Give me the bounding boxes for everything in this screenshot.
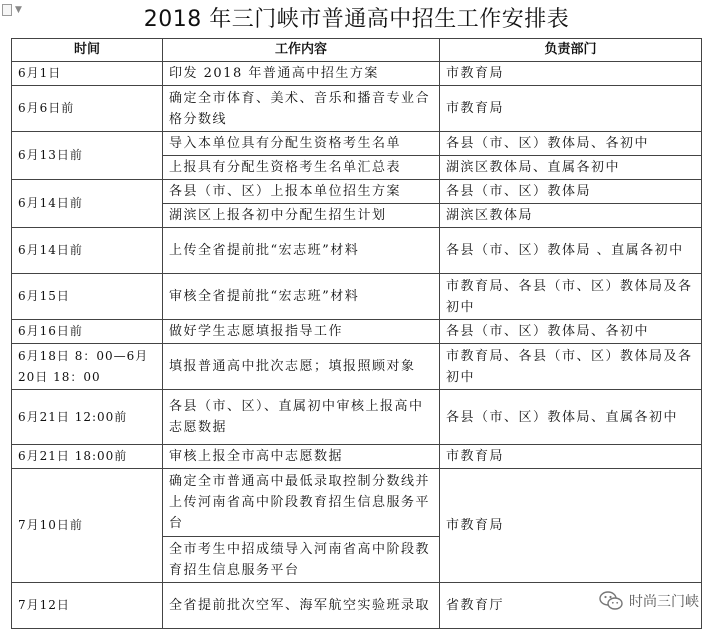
- time-cell: 7月12日: [12, 583, 163, 629]
- header-content: 工作内容: [163, 39, 440, 62]
- dept-cell: 市教育局、各县（市、区）教体局及各初中: [440, 344, 702, 390]
- time-cell: 6月1日: [12, 62, 163, 86]
- table-row: [12, 344, 702, 390]
- table-row: [12, 390, 702, 445]
- time-cell: 6月16日前: [12, 320, 163, 344]
- content-cell: 各县（市、区）上报本单位招生方案: [163, 180, 440, 204]
- content-cell: 各县（市、区）、直属初中审核上报高中志愿数据: [163, 390, 440, 445]
- dept-cell: 市教育局、各县（市、区）教体局及各初中: [440, 274, 702, 320]
- table-row: [12, 320, 702, 344]
- time-cell: 6月14日前: [12, 180, 163, 228]
- content-cell: 确定全市普通高中最低录取控制分数线并上传河南省高中阶段教育招生信息服务平台: [163, 469, 440, 537]
- dept-cell: 省教育厅: [440, 583, 702, 629]
- content-cell: 审核全省提前批“宏志班”材料: [163, 274, 440, 320]
- dept-cell: 各县（市、区）教体局、直属各初中: [440, 390, 702, 445]
- wechat-icon: [599, 590, 623, 612]
- dept-cell: 各县（市、区）教体局、各初中: [440, 132, 702, 156]
- table-row: [12, 469, 702, 537]
- dept-cell: 各县（市、区）教体局、各初中: [440, 320, 702, 344]
- dept-cell: 市教育局: [440, 469, 702, 583]
- content-cell: 印发 2018 年普通高中招生方案: [163, 62, 440, 86]
- table-row: [12, 445, 702, 469]
- content-cell: 审核上报全市高中志愿数据: [163, 445, 440, 469]
- header-dept: 负责部门: [440, 39, 702, 62]
- dept-cell: 市教育局: [440, 62, 702, 86]
- table-row: [12, 228, 702, 274]
- watermark: [597, 588, 701, 614]
- dept-cell: 各县（市、区）教体局 、直属各初中: [440, 228, 702, 274]
- table-row: [12, 62, 702, 86]
- dept-cell: 各县（市、区）教体局: [440, 180, 702, 204]
- header-time: 时间: [12, 39, 163, 62]
- time-cell: 7月10日前: [12, 469, 163, 583]
- time-cell: 6月18日 8：00—6月20日 18：00: [12, 344, 163, 390]
- time-cell: 6月15日: [12, 274, 163, 320]
- content-cell: 湖滨区上报各初中分配生招生计划: [163, 204, 440, 228]
- page-title: 2018 年三门峡市普通高中招生工作安排表: [143, 7, 570, 32]
- dept-cell: 湖滨区教体局: [440, 204, 702, 228]
- content-cell: 做好学生志愿填报指导工作: [163, 320, 440, 344]
- time-cell: 6月21日 12:00前: [12, 390, 163, 445]
- caret-down-icon: ▼: [15, 5, 22, 15]
- content-cell: 全省提前批次空军、海军航空实验班录取: [163, 583, 440, 629]
- table-header-row: [12, 39, 702, 62]
- content-cell: 上传全省提前批“宏志班”材料: [163, 228, 440, 274]
- table-row: [12, 180, 702, 204]
- dept-cell: 市教育局: [440, 445, 702, 469]
- table-row: [12, 86, 702, 132]
- content-cell: 填报普通高中批次志愿；填报照顾对象: [163, 344, 440, 390]
- content-cell: 全市考生中招成绩导入河南省高中阶段教育招生信息服务平台: [163, 537, 440, 583]
- table-row: [12, 274, 702, 320]
- content-cell: 上报具有分配生资格考生名单汇总表: [163, 156, 440, 180]
- table-row: [12, 132, 702, 156]
- dept-cell: 湖滨区教体局、直属各初中: [440, 156, 702, 180]
- time-cell: 6月6日前: [12, 86, 163, 132]
- time-cell: 6月14日前: [12, 228, 163, 274]
- watermark-text: 时尚三门峡: [629, 594, 699, 610]
- time-cell: 6月13日前: [12, 132, 163, 180]
- content-cell: 确定全市体育、美术、音乐和播音专业合格分数线: [163, 86, 440, 132]
- dept-cell: 市教育局: [440, 86, 702, 132]
- content-cell: 导入本单位具有分配生资格考生名单: [163, 132, 440, 156]
- time-cell: 6月21日 18:00前: [12, 445, 163, 469]
- schedule-table: [11, 38, 702, 629]
